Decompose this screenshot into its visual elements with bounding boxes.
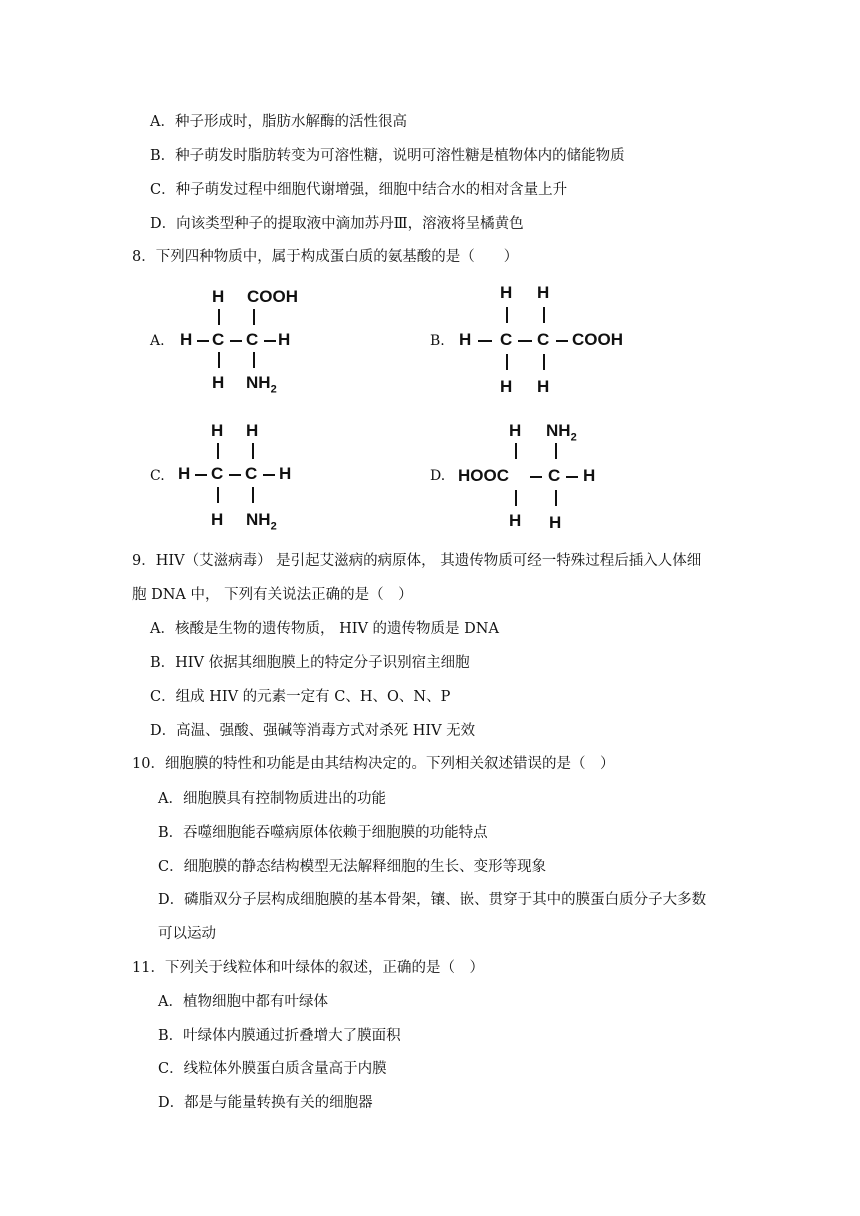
q9-option-c: C．组成 HIV 的元素一定有 C、H、O、N、P	[150, 689, 451, 705]
bond	[253, 309, 255, 325]
bond	[515, 490, 517, 506]
bond	[253, 352, 255, 368]
bond	[229, 474, 241, 476]
atom: C	[500, 330, 513, 349]
bond	[217, 487, 219, 503]
q8-label-c: C.	[150, 468, 165, 484]
q10-option-b: B．吞噬细胞能吞噬病原体依赖于细胞膜的功能特点	[158, 825, 488, 841]
bond	[218, 309, 220, 325]
q10-option-c: C．细胞膜的静态结构模型无法解释细胞的生长、变形等现象	[158, 859, 547, 875]
bond	[555, 443, 557, 459]
q11-stem: 11．下列关于线粒体和叶绿体的叙述，正确的是（ ）	[132, 960, 484, 976]
atom: H	[180, 330, 193, 349]
q8-label-b: B.	[430, 333, 445, 349]
q9-option-d: D．高温、强酸、强碱等消毒方式对杀死 HIV 无效	[150, 723, 476, 739]
q9-option-a: A．核酸是生物的遗传物质， HIV 的遗传物质是 DNA	[150, 621, 499, 637]
q9-stem-line2: 胞 DNA 中， 下列有关说法正确的是（ ）	[132, 587, 413, 603]
q7-option-a: A．种子形成时，脂肪水解酶的活性很高	[150, 114, 407, 130]
bond	[566, 476, 578, 478]
bond	[197, 340, 209, 342]
atom: H	[583, 466, 596, 485]
bond	[263, 474, 275, 476]
q10-option-d-continued: 可以运动	[158, 926, 216, 942]
q11-option-b: B．叶绿体内膜通过折叠增大了膜面积	[158, 1028, 401, 1044]
atom: C	[537, 330, 550, 349]
atom: HOOC	[458, 466, 509, 485]
q9-stem-line1: 9．HIV（艾滋病毒） 是引起艾滋病的病原体， 其遗传物质可经一特殊过程后插入人体细	[132, 553, 702, 569]
atom: H	[509, 421, 522, 440]
bond	[543, 307, 545, 323]
bond	[556, 340, 568, 342]
bond	[195, 474, 207, 476]
bond	[530, 476, 542, 478]
atom: H	[459, 330, 472, 349]
bond	[218, 352, 220, 368]
q11-option-c: C．线粒体外膜蛋白质含量高于内膜	[158, 1061, 387, 1077]
atom: C	[212, 330, 225, 349]
atom: $NH_2$	[246, 373, 277, 396]
atom: H	[500, 377, 513, 396]
q10-option-d: D．磷脂双分子层构成细胞膜的基本骨架，镶、嵌、贯穿于其中的膜蛋白质分子大多数	[158, 892, 707, 908]
bond	[506, 354, 508, 370]
bond	[555, 490, 557, 506]
q7-option-b: B．种子萌发时脂肪转变为可溶性糖，说明可溶性糖是植物体内的储能物质	[150, 148, 625, 164]
q10-stem: 10．细胞膜的特性和功能是由其结构决定的。下列相关叙述错误的是（ ）	[132, 756, 615, 772]
bond	[217, 443, 219, 459]
bond	[478, 340, 492, 342]
q7-option-c: C．种子萌发过程中细胞代谢增强，细胞中结合水的相对含量上升	[150, 182, 568, 198]
atom: H	[500, 283, 513, 302]
atom: H	[211, 510, 224, 529]
atom: COOH	[572, 330, 623, 349]
atom: H	[279, 464, 292, 483]
bond	[230, 340, 242, 342]
atom: H	[246, 421, 259, 440]
atom: H	[212, 287, 225, 306]
q8-label-d: D.	[430, 468, 446, 484]
q9-option-b: B．HIV 依据其细胞膜上的特定分子识别宿主细胞	[150, 655, 470, 671]
atom: C	[548, 466, 561, 485]
bond	[543, 354, 545, 370]
q8-label-a: A.	[150, 333, 165, 349]
atom: H	[537, 283, 550, 302]
bond	[264, 340, 276, 342]
bond	[252, 487, 254, 503]
atom: COOH	[247, 287, 298, 306]
atom: H	[211, 421, 224, 440]
atom: H	[537, 377, 550, 396]
bond	[506, 307, 508, 323]
atom: H	[278, 330, 291, 349]
atom: $NH_2$	[246, 510, 277, 533]
atom: C	[246, 330, 259, 349]
atom: H	[549, 513, 562, 532]
atom: $NH_2$	[546, 421, 577, 444]
bond	[518, 340, 532, 342]
q8-stem: 8．下列四种物质中，属于构成蛋白质的氨基酸的是（ ）	[132, 249, 519, 265]
q11-option-a: A．植物细胞中都有叶绿体	[158, 994, 328, 1010]
atom: C	[245, 464, 258, 483]
q11-option-d: D．都是与能量转换有关的细胞器	[158, 1095, 373, 1111]
q7-option-d: D．向该类型种子的提取液中滴加苏丹Ⅲ，溶液将呈橘黄色	[150, 216, 524, 232]
q10-option-a: A．细胞膜具有控制物质进出的功能	[158, 791, 386, 807]
atom: H	[178, 464, 191, 483]
atom: C	[211, 464, 224, 483]
atom: H	[212, 373, 225, 392]
atom: H	[509, 511, 522, 530]
bond	[515, 443, 517, 459]
bond	[252, 443, 254, 459]
